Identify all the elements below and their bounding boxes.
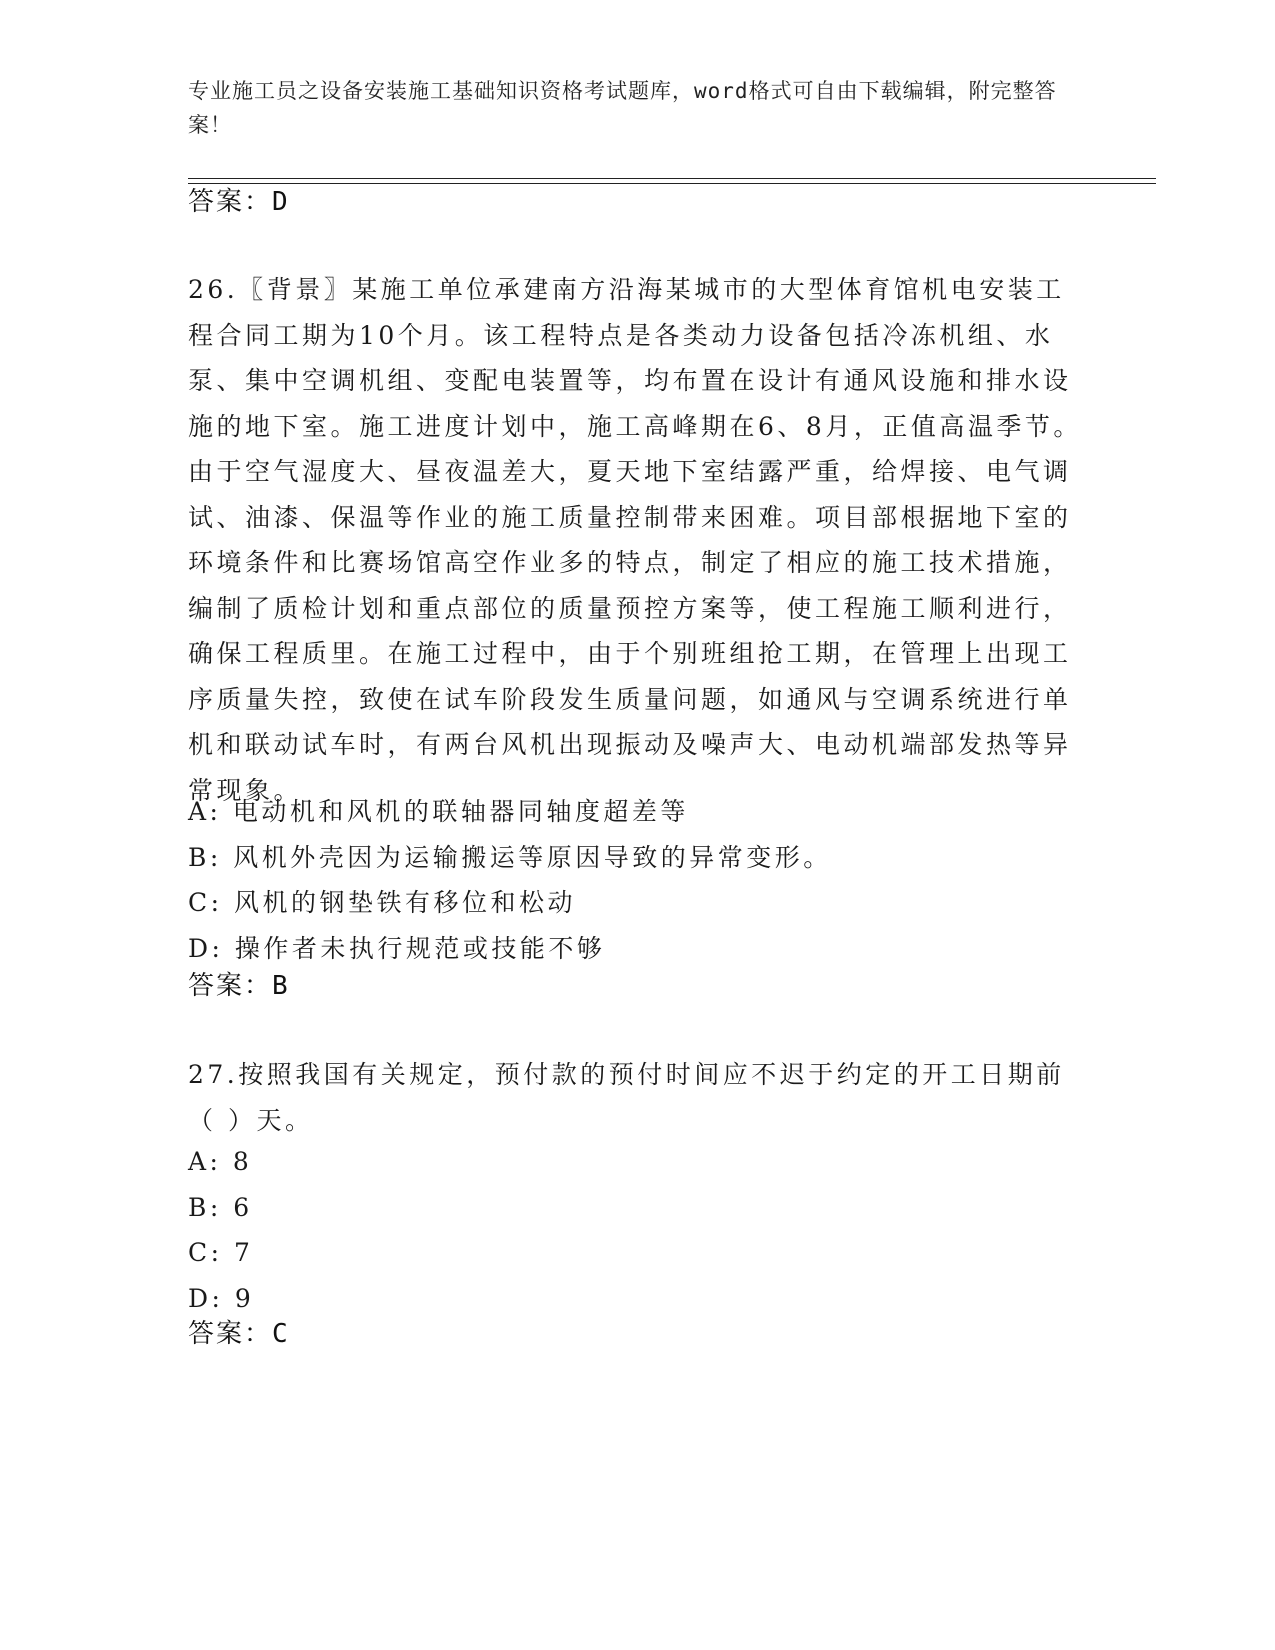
question-27-option-b: B: 6: [188, 1192, 253, 1222]
question-27-option-c: C: 7: [188, 1238, 254, 1267]
header-divider-bottom: [188, 183, 1156, 184]
question-26-option-c: C: 风机的钢垫铁有移位和松动: [188, 888, 576, 917]
document-page: [188, 0, 1158, 1650]
question-27-option-d: D: 9: [188, 1283, 255, 1313]
prev-question-answer: 答案：D: [188, 187, 290, 217]
header-divider-top: [188, 178, 1156, 179]
document-header: 专业施工员之设备安装施工基础知识资格考试题库，word格式可自由下载编辑，附完整答案！: [188, 79, 1057, 137]
question-27-option-a: A: 8: [188, 1147, 253, 1176]
question-26-answer: 答案：B: [188, 971, 290, 1001]
question-26-options: [188, 789, 1088, 971]
question-27-text: 27.按照我国有关规定，预付款的预付时间应不迟于约定的开工日期前（ ）天。: [188, 1060, 1065, 1135]
question-26-option-b: B: 风机外壳因为运输搬运等原因导致的异常变形。: [188, 842, 832, 872]
question-27-answer: 答案：C: [188, 1319, 290, 1349]
question-26-text: 26.〖背景〗某施工单位承建南方沿海某城市的大型体育馆机电安装工程合同工期为10个月。该工程特点是各类动力设备包括冷冻机组、水泵、集中空调机组、变配电装置等，均布置在设计有通风设施和排水设施的地下室。施工进度计划中，施工高峰期在6、8月，正值高温季节。由于空气湿度大、昼夜温差大，夏天地下室结露严重，给焊接、电气调试、油漆、保温等作业的施工质量控制带来困难。项目部根据地下室的环境条件和比赛场馆高空作业多的特点，制定了相应的施工技术措施，编制了质检计划和重点部位的质量预控方案等，使工程施工顺利进行，确保工程质里。在施工过程中，由于个别班组抢工期，在管理上出现工序质量失控，致使在试车阶段发生质量问题，如通风与空调系统进行单机和联动试车时，有两台风机出现振动及噪声大、电动机端部发热等异常现象。: [188, 275, 1082, 805]
question-26-option-a: A: 电动机和风机的联轴器同轴度超差等: [188, 797, 689, 826]
question-27-options: [188, 1139, 1088, 1321]
question-26-option-d: D: 操作者未执行规范或技能不够: [188, 933, 606, 963]
